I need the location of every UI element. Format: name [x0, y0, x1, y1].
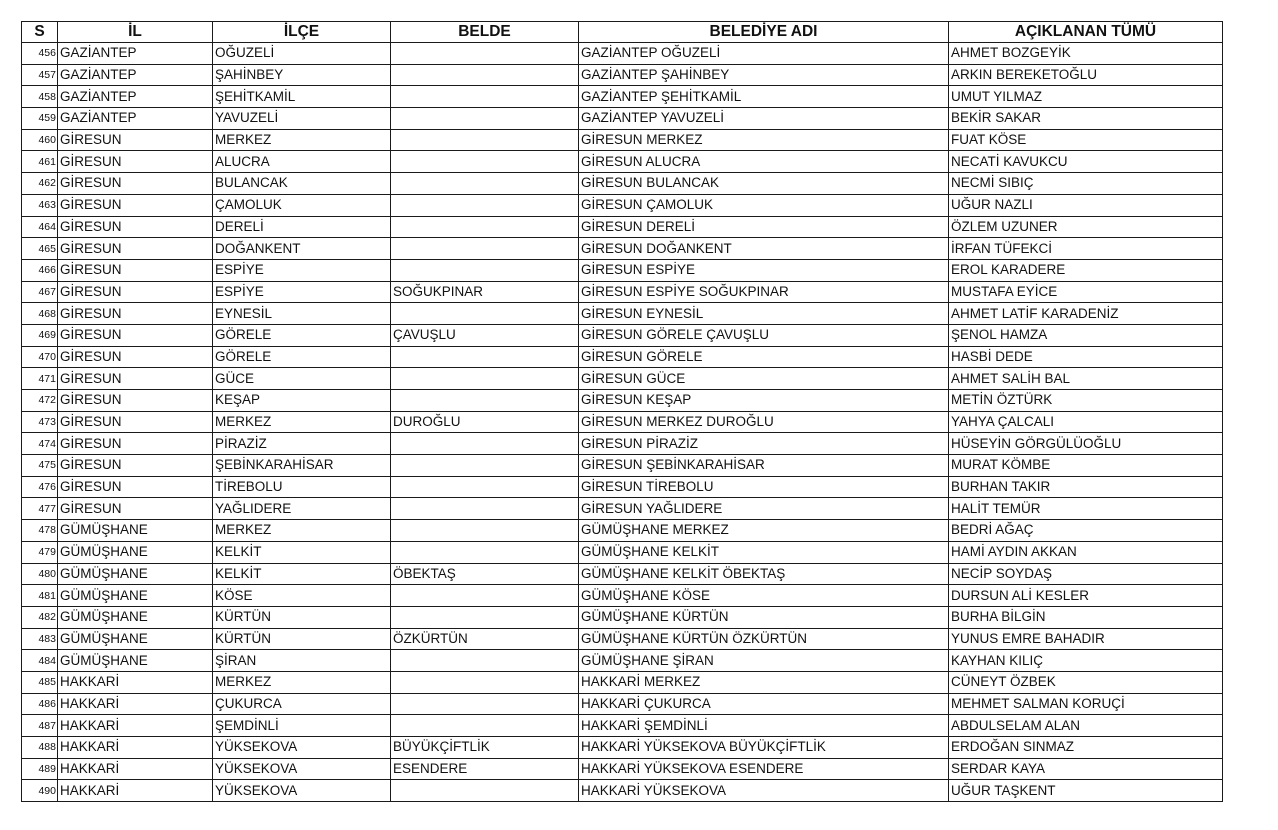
cell-s: 468 [22, 303, 58, 325]
cell-ilce: ÇUKURCA [213, 693, 391, 715]
cell-il: HAKKARİ [58, 671, 213, 693]
municipality-table [21, 21, 1223, 802]
table-row [22, 108, 1223, 130]
cell-belediye-adi: HAKKARİ YÜKSEKOVA [579, 780, 949, 802]
cell-ilce: KEŞAP [213, 390, 391, 412]
header-aciklanan-tumu: AÇIKLANAN TÜMÜ [949, 22, 1223, 43]
cell-belde [391, 390, 579, 412]
cell-s: 487 [22, 715, 58, 737]
cell-aciklanan-tumu: BURHA BİLGİN [949, 606, 1223, 628]
cell-belediye-adi: GİRESUN MERKEZ [579, 129, 949, 151]
table-row [22, 411, 1223, 433]
cell-belde [391, 693, 579, 715]
cell-ilce: PİRAZİZ [213, 433, 391, 455]
table-row [22, 585, 1223, 607]
cell-s: 461 [22, 151, 58, 173]
cell-il: GAZİANTEP [58, 43, 213, 65]
cell-il: GİRESUN [58, 498, 213, 520]
cell-s: 486 [22, 693, 58, 715]
cell-ilce: YAVUZELİ [213, 108, 391, 130]
cell-belediye-adi: HAKKARİ YÜKSEKOVA ESENDERE [579, 758, 949, 780]
cell-il: GİRESUN [58, 411, 213, 433]
cell-belediye-adi: GİRESUN ALUCRA [579, 151, 949, 173]
cell-belde [391, 585, 579, 607]
header-belediye-adi: BELEDİYE ADI [579, 22, 949, 43]
cell-il: GİRESUN [58, 303, 213, 325]
cell-belediye-adi: GÜMÜŞHANE KELKİT [579, 541, 949, 563]
cell-s: 490 [22, 780, 58, 802]
table-row [22, 541, 1223, 563]
cell-il: GİRESUN [58, 476, 213, 498]
cell-il: GÜMÜŞHANE [58, 541, 213, 563]
table-row [22, 259, 1223, 281]
table-row [22, 238, 1223, 260]
cell-belde [391, 129, 579, 151]
cell-il: GÜMÜŞHANE [58, 585, 213, 607]
cell-il: GİRESUN [58, 216, 213, 238]
cell-belediye-adi: GİRESUN GÖRELE ÇAVUŞLU [579, 324, 949, 346]
cell-aciklanan-tumu: NECATİ KAVUKCU [949, 151, 1223, 173]
header-il: İL [58, 22, 213, 43]
cell-s: 472 [22, 390, 58, 412]
table-row [22, 476, 1223, 498]
cell-s: 484 [22, 650, 58, 672]
table-row [22, 346, 1223, 368]
cell-aciklanan-tumu: UMUT YILMAZ [949, 86, 1223, 108]
cell-belde [391, 455, 579, 477]
header-row [22, 22, 1223, 43]
cell-ilce: ŞEMDİNLİ [213, 715, 391, 737]
cell-s: 471 [22, 368, 58, 390]
table-row [22, 780, 1223, 802]
cell-aciklanan-tumu: BEKİR SAKAR [949, 108, 1223, 130]
table-row [22, 455, 1223, 477]
cell-aciklanan-tumu: KAYHAN KILIÇ [949, 650, 1223, 672]
cell-belde [391, 43, 579, 65]
cell-il: GÜMÜŞHANE [58, 606, 213, 628]
cell-s: 467 [22, 281, 58, 303]
cell-belediye-adi: GİRESUN EYNESİL [579, 303, 949, 325]
cell-belde [391, 173, 579, 195]
cell-s: 474 [22, 433, 58, 455]
cell-il: GAZİANTEP [58, 86, 213, 108]
cell-s: 478 [22, 520, 58, 542]
cell-belde [391, 520, 579, 542]
cell-aciklanan-tumu: BURHAN TAKIR [949, 476, 1223, 498]
table-row [22, 606, 1223, 628]
cell-belde [391, 346, 579, 368]
cell-ilce: ŞİRAN [213, 650, 391, 672]
cell-s: 481 [22, 585, 58, 607]
cell-ilce: ALUCRA [213, 151, 391, 173]
table-row [22, 520, 1223, 542]
cell-s: 469 [22, 324, 58, 346]
cell-il: GAZİANTEP [58, 64, 213, 86]
cell-s: 475 [22, 455, 58, 477]
cell-aciklanan-tumu: İRFAN TÜFEKCİ [949, 238, 1223, 260]
table-row [22, 173, 1223, 195]
cell-belediye-adi: GAZİANTEP OĞUZELİ [579, 43, 949, 65]
cell-s: 482 [22, 606, 58, 628]
cell-belde [391, 108, 579, 130]
cell-il: HAKKARİ [58, 715, 213, 737]
cell-s: 464 [22, 216, 58, 238]
cell-belediye-adi: GİRESUN GÖRELE [579, 346, 949, 368]
cell-s: 483 [22, 628, 58, 650]
cell-ilce: YÜKSEKOVA [213, 780, 391, 802]
cell-belediye-adi: GÜMÜŞHANE KÜRTÜN ÖZKÜRTÜN [579, 628, 949, 650]
cell-aciklanan-tumu: METİN ÖZTÜRK [949, 390, 1223, 412]
cell-ilce: ŞEHİTKAMİL [213, 86, 391, 108]
table-row [22, 715, 1223, 737]
cell-ilce: KELKİT [213, 563, 391, 585]
cell-s: 485 [22, 671, 58, 693]
cell-il: HAKKARİ [58, 693, 213, 715]
header-belde: BELDE [391, 22, 579, 43]
cell-belediye-adi: GİRESUN PİRAZİZ [579, 433, 949, 455]
cell-belediye-adi: GİRESUN TİREBOLU [579, 476, 949, 498]
cell-belde [391, 780, 579, 802]
cell-ilce: KÜRTÜN [213, 606, 391, 628]
table-row [22, 671, 1223, 693]
table-row [22, 151, 1223, 173]
cell-ilce: ŞAHİNBEY [213, 64, 391, 86]
cell-belde: ÇAVUŞLU [391, 324, 579, 346]
cell-il: GİRESUN [58, 259, 213, 281]
cell-s: 480 [22, 563, 58, 585]
cell-il: GİRESUN [58, 346, 213, 368]
cell-belde [391, 476, 579, 498]
cell-ilce: MERKEZ [213, 671, 391, 693]
cell-il: GİRESUN [58, 238, 213, 260]
cell-aciklanan-tumu: YAHYA ÇALCALI [949, 411, 1223, 433]
cell-ilce: YAĞLIDERE [213, 498, 391, 520]
cell-ilce: GÖRELE [213, 346, 391, 368]
cell-belediye-adi: GAZİANTEP ŞEHİTKAMİL [579, 86, 949, 108]
cell-aciklanan-tumu: SERDAR KAYA [949, 758, 1223, 780]
table-row [22, 628, 1223, 650]
cell-il: GİRESUN [58, 281, 213, 303]
cell-il: GİRESUN [58, 368, 213, 390]
cell-s: 456 [22, 43, 58, 65]
cell-aciklanan-tumu: NECİP SOYDAŞ [949, 563, 1223, 585]
cell-s: 465 [22, 238, 58, 260]
table-row [22, 433, 1223, 455]
cell-aciklanan-tumu: EROL KARADERE [949, 259, 1223, 281]
cell-belde [391, 715, 579, 737]
cell-s: 470 [22, 346, 58, 368]
cell-ilce: ESPİYE [213, 259, 391, 281]
cell-il: GÜMÜŞHANE [58, 563, 213, 585]
table-row [22, 498, 1223, 520]
table-row [22, 650, 1223, 672]
cell-ilce: YÜKSEKOVA [213, 737, 391, 759]
cell-ilce: ÇAMOLUK [213, 194, 391, 216]
cell-ilce: ESPİYE [213, 281, 391, 303]
cell-belediye-adi: GAZİANTEP YAVUZELİ [579, 108, 949, 130]
cell-belde [391, 64, 579, 86]
cell-belde: DUROĞLU [391, 411, 579, 433]
cell-belediye-adi: GİRESUN ESPİYE [579, 259, 949, 281]
table-row [22, 303, 1223, 325]
cell-belediye-adi: GÜMÜŞHANE MERKEZ [579, 520, 949, 542]
cell-il: GİRESUN [58, 455, 213, 477]
cell-aciklanan-tumu: ERDOĞAN SINMAZ [949, 737, 1223, 759]
cell-aciklanan-tumu: BEDRİ AĞAÇ [949, 520, 1223, 542]
cell-belde: ÖZKÜRTÜN [391, 628, 579, 650]
cell-il: GİRESUN [58, 151, 213, 173]
table-row [22, 368, 1223, 390]
cell-belde: ESENDERE [391, 758, 579, 780]
cell-s: 477 [22, 498, 58, 520]
cell-belde [391, 194, 579, 216]
table-row [22, 43, 1223, 65]
cell-s: 479 [22, 541, 58, 563]
cell-aciklanan-tumu: YUNUS EMRE BAHADIR [949, 628, 1223, 650]
cell-ilce: MERKEZ [213, 411, 391, 433]
cell-aciklanan-tumu: HASBİ DEDE [949, 346, 1223, 368]
cell-aciklanan-tumu: AHMET BOZGEYİK [949, 43, 1223, 65]
cell-il: GİRESUN [58, 173, 213, 195]
table-row [22, 281, 1223, 303]
cell-belediye-adi: GİRESUN ESPİYE SOĞUKPINAR [579, 281, 949, 303]
cell-aciklanan-tumu: HALİT TEMÜR [949, 498, 1223, 520]
cell-belde: BÜYÜKÇİFTLİK [391, 737, 579, 759]
cell-aciklanan-tumu: ABDULSELAM ALAN [949, 715, 1223, 737]
cell-aciklanan-tumu: MURAT KÖMBE [949, 455, 1223, 477]
cell-aciklanan-tumu: CÜNEYT ÖZBEK [949, 671, 1223, 693]
cell-belediye-adi: GİRESUN KEŞAP [579, 390, 949, 412]
cell-aciklanan-tumu: DURSUN ALİ KESLER [949, 585, 1223, 607]
cell-s: 476 [22, 476, 58, 498]
table-row [22, 758, 1223, 780]
cell-il: GİRESUN [58, 194, 213, 216]
cell-ilce: YÜKSEKOVA [213, 758, 391, 780]
cell-belediye-adi: HAKKARİ ÇUKURCA [579, 693, 949, 715]
cell-s: 460 [22, 129, 58, 151]
cell-il: GİRESUN [58, 390, 213, 412]
cell-belediye-adi: GİRESUN YAĞLIDERE [579, 498, 949, 520]
table-row [22, 693, 1223, 715]
cell-aciklanan-tumu: FUAT KÖSE [949, 129, 1223, 151]
cell-aciklanan-tumu: MEHMET SALMAN KORUÇİ [949, 693, 1223, 715]
cell-il: HAKKARİ [58, 758, 213, 780]
cell-il: GAZİANTEP [58, 108, 213, 130]
cell-s: 466 [22, 259, 58, 281]
cell-ilce: EYNESİL [213, 303, 391, 325]
cell-s: 457 [22, 64, 58, 86]
cell-ilce: ŞEBİNKARAHİSAR [213, 455, 391, 477]
cell-il: GİRESUN [58, 129, 213, 151]
cell-ilce: KELKİT [213, 541, 391, 563]
cell-belediye-adi: HAKKARİ MERKEZ [579, 671, 949, 693]
cell-il: GÜMÜŞHANE [58, 650, 213, 672]
table-row [22, 390, 1223, 412]
cell-belde [391, 433, 579, 455]
cell-aciklanan-tumu: ÖZLEM UZUNER [949, 216, 1223, 238]
header-ilce: İLÇE [213, 22, 391, 43]
table-row [22, 194, 1223, 216]
cell-aciklanan-tumu: UĞUR TAŞKENT [949, 780, 1223, 802]
cell-aciklanan-tumu: HAMİ AYDIN AKKAN [949, 541, 1223, 563]
table-row [22, 86, 1223, 108]
cell-belediye-adi: GİRESUN ÇAMOLUK [579, 194, 949, 216]
cell-s: 473 [22, 411, 58, 433]
cell-belediye-adi: GÜMÜŞHANE KELKİT ÖBEKTAŞ [579, 563, 949, 585]
cell-belediye-adi: GAZİANTEP ŞAHİNBEY [579, 64, 949, 86]
cell-ilce: MERKEZ [213, 520, 391, 542]
cell-belediye-adi: HAKKARİ ŞEMDİNLİ [579, 715, 949, 737]
cell-aciklanan-tumu: ŞENOL HAMZA [949, 324, 1223, 346]
cell-aciklanan-tumu: UĞUR NAZLI [949, 194, 1223, 216]
table-row [22, 563, 1223, 585]
cell-ilce: OĞUZELİ [213, 43, 391, 65]
table-row [22, 737, 1223, 759]
cell-aciklanan-tumu: ARKIN BEREKETOĞLU [949, 64, 1223, 86]
table-row [22, 324, 1223, 346]
cell-belde [391, 259, 579, 281]
cell-belde [391, 671, 579, 693]
cell-belde [391, 151, 579, 173]
cell-ilce: KÖSE [213, 585, 391, 607]
cell-s: 462 [22, 173, 58, 195]
cell-aciklanan-tumu: HÜSEYİN GÖRGÜLÜOĞLU [949, 433, 1223, 455]
cell-s: 488 [22, 737, 58, 759]
cell-belediye-adi: GİRESUN DOĞANKENT [579, 238, 949, 260]
cell-il: HAKKARİ [58, 780, 213, 802]
header-s: S [22, 22, 58, 43]
table-row [22, 64, 1223, 86]
cell-belediye-adi: GİRESUN DERELİ [579, 216, 949, 238]
cell-aciklanan-tumu: NECMİ SIBIÇ [949, 173, 1223, 195]
cell-belediye-adi: GİRESUN GÜCE [579, 368, 949, 390]
cell-il: GÜMÜŞHANE [58, 628, 213, 650]
table-row [22, 216, 1223, 238]
cell-aciklanan-tumu: MUSTAFA EYİCE [949, 281, 1223, 303]
cell-ilce: BULANCAK [213, 173, 391, 195]
cell-ilce: DOĞANKENT [213, 238, 391, 260]
cell-il: GÜMÜŞHANE [58, 520, 213, 542]
cell-aciklanan-tumu: AHMET SALİH BAL [949, 368, 1223, 390]
cell-ilce: MERKEZ [213, 129, 391, 151]
cell-belde [391, 650, 579, 672]
cell-belediye-adi: HAKKARİ YÜKSEKOVA BÜYÜKÇİFTLİK [579, 737, 949, 759]
cell-ilce: DERELİ [213, 216, 391, 238]
cell-s: 459 [22, 108, 58, 130]
cell-belediye-adi: GİRESUN MERKEZ DUROĞLU [579, 411, 949, 433]
cell-ilce: KÜRTÜN [213, 628, 391, 650]
cell-il: HAKKARİ [58, 737, 213, 759]
cell-il: GİRESUN [58, 433, 213, 455]
cell-belediye-adi: GİRESUN BULANCAK [579, 173, 949, 195]
cell-ilce: TİREBOLU [213, 476, 391, 498]
cell-belde [391, 303, 579, 325]
cell-belediye-adi: GÜMÜŞHANE KÜRTÜN [579, 606, 949, 628]
cell-belde: SOĞUKPINAR [391, 281, 579, 303]
cell-belde [391, 86, 579, 108]
cell-belediye-adi: GİRESUN ŞEBİNKARAHİSAR [579, 455, 949, 477]
cell-ilce: GÜCE [213, 368, 391, 390]
cell-s: 489 [22, 758, 58, 780]
cell-belde [391, 541, 579, 563]
cell-il: GİRESUN [58, 324, 213, 346]
cell-belediye-adi: GÜMÜŞHANE ŞİRAN [579, 650, 949, 672]
cell-belde [391, 238, 579, 260]
table-row [22, 129, 1223, 151]
cell-belde [391, 216, 579, 238]
cell-aciklanan-tumu: AHMET LATİF KARADENİZ [949, 303, 1223, 325]
cell-belediye-adi: GÜMÜŞHANE KÖSE [579, 585, 949, 607]
cell-belde [391, 498, 579, 520]
cell-belde: ÖBEKTAŞ [391, 563, 579, 585]
cell-s: 458 [22, 86, 58, 108]
cell-belde [391, 368, 579, 390]
cell-ilce: GÖRELE [213, 324, 391, 346]
cell-belde [391, 606, 579, 628]
cell-s: 463 [22, 194, 58, 216]
